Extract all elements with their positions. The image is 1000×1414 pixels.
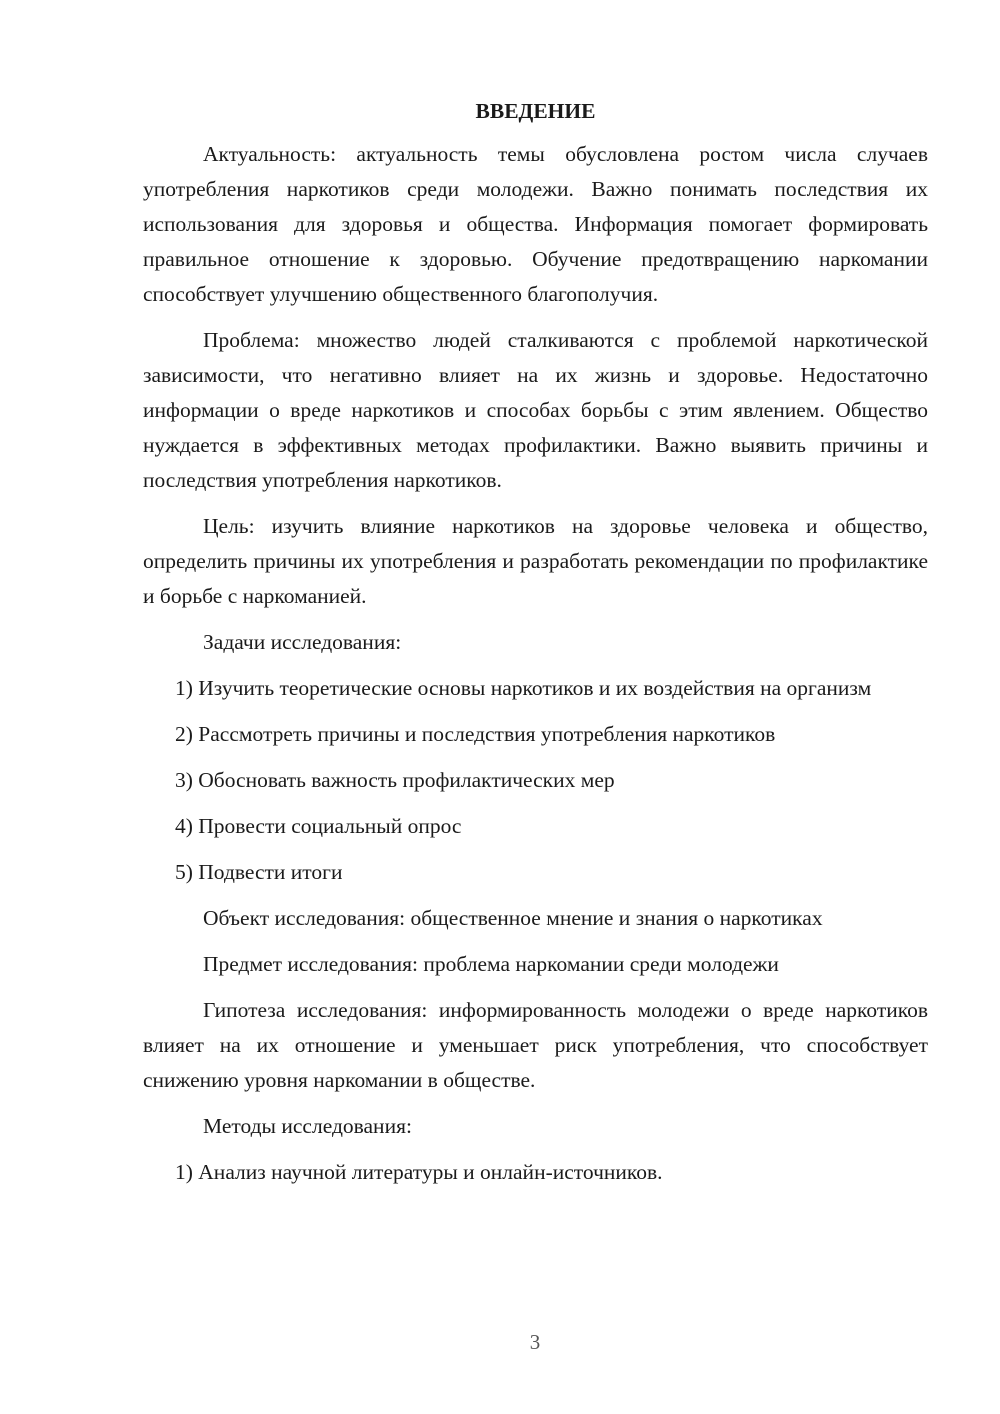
document-title: ВВЕДЕНИЕ <box>475 99 596 123</box>
methods-heading: Методы исследования: <box>203 1114 412 1138</box>
page-number: 3 <box>529 1330 541 1354</box>
hypothesis-paragraph: Гипотеза исследования: информированность молодежи о вреде наркотиков влияет на их отношение и уменьшает риск употребления, что способствует снижению уровня наркомании в обществе. <box>143 998 928 1092</box>
document-page <box>143 96 928 1201</box>
task-item: 2) Рассмотреть причины и последствия употребления наркотиков <box>175 722 776 746</box>
object-line: Объект исследования: общественное мнение и знания о наркотиках <box>203 906 823 930</box>
task-item: 5) Подвести итоги <box>175 860 343 884</box>
task-item: 1) Изучить теоретические основы наркотиков и их воздействия на организм <box>175 676 872 700</box>
relevance-paragraph: Актуальность: актуальность темы обусловлена ростом числа случаев употребления наркотиков среди молодежи. Важно понимать последствия их использования для здоровья и общества. Информация помогает формировать правильное отношение к здоровью. Обучение предотвращению наркомании способствует улучшению общественного благополучия. <box>143 142 928 306</box>
problem-paragraph: Проблема: множество людей сталкиваются с проблемой наркотической зависимости, что негативно влияет на их жизнь и здоровье. Недостаточно информации о вреде наркотиков и способах борьбы с этим явлением. Общество нуждается в эффективных методах профилактики. Важно выявить причины и последствия употребления наркотиков. <box>143 328 928 492</box>
method-item: 1) Анализ научной литературы и онлайн-источников. <box>175 1160 663 1184</box>
goal-paragraph: Цель: изучить влияние наркотиков на здоровье человека и общество, определить причины их употребления и разработать рекомендации по профилактике и борьбе с наркоманией. <box>143 514 928 608</box>
subject-line: Предмет исследования: проблема наркомании среди молодежи <box>203 952 779 976</box>
task-item: 3) Обосновать важность профилактических мер <box>175 768 615 792</box>
task-item: 4) Провести социальный опрос <box>175 814 462 838</box>
tasks-heading: Задачи исследования: <box>203 630 402 654</box>
